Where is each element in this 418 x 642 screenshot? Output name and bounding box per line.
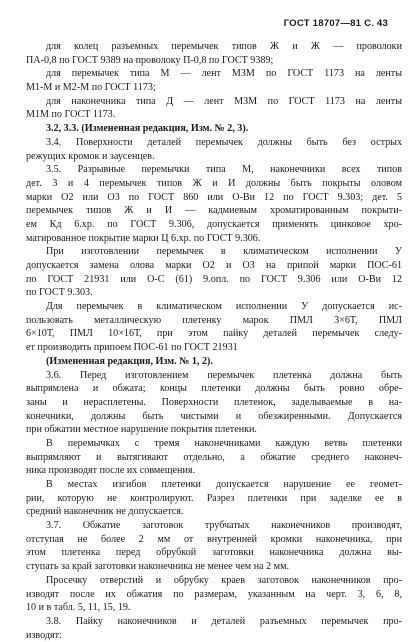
text-line: 6×10Т, ПМЛ 10×16Т, при этом пайку деталей перемычек следу- <box>26 328 402 340</box>
text-line: ем Кд 6.хр. по ГОСТ 9.306, допускается применять цинковое хро- <box>26 218 402 230</box>
text-line: 3.2, 3.3. (Измененная редакция, Изм. № 2, 3). <box>46 123 249 135</box>
text-line: выпрямляют и вытягивают отдельно, а обжатие среднего наконеч- <box>26 451 402 463</box>
text-line: средний наконечник не допускается. <box>26 506 184 518</box>
text-line: пользовать металлическую плетенку марок ПМЛ 3×6Т, ПМЛ <box>26 314 402 326</box>
text-line: матированное покрытие марки Ц 6.хр. по ГОСТ 9.306. <box>26 232 261 244</box>
page-header: ГОСТ 18707—81 С. 43 <box>283 18 388 29</box>
text-line: М1-М и М2-М по ГОСТ 1173; <box>26 82 156 94</box>
text-line: При изготовлении перемычек в климатическом исполнении У <box>46 246 402 258</box>
text-line: для перемычек типа М — лент МЗМ по ГОСТ 1173 на ленты <box>46 68 402 80</box>
text-line: изводят: <box>26 629 62 641</box>
text-line: В перемычках с тремя наконечниками каждую ветвь плетенки <box>46 437 402 449</box>
text-line: В местах изгибов плетенки допускается нарушение ее геомет- <box>46 479 402 490</box>
text-line: Просечку отверстий и обрубку краев заготовок наконечников про- <box>46 574 402 586</box>
text-line: при обжатии местное нарушение покрытия плетенки. <box>26 424 257 436</box>
text-line: изводят после их обжатия по размерам, указанным на черт. 3, 6, 8, <box>26 588 402 600</box>
text-line: ет производить припоем ПОС-61 по ГОСТ 21931 <box>26 342 238 354</box>
text-line: для наконечника типа Д — лент МЗМ по ГОСТ 1173 на ленты <box>46 95 402 107</box>
text-line: отступая не более 2 мм от внутренней кромки наконечника, при <box>26 533 402 545</box>
text-line: М1М по ГОСТ 1173. <box>26 109 116 121</box>
text-line: этом плетенка перед обрубкой заготовки наконечника должна вы- <box>26 547 402 559</box>
document-body <box>26 40 402 642</box>
text-line: (Измененная редакция, Изм. № 1, 2). <box>46 355 213 367</box>
text-line: перемычек типов Ж и И — кадмиевым хроматированным покрыти- <box>26 205 402 217</box>
text-line: выпрямлена и обжата; концы плетенки должны быть ровно обре- <box>26 383 402 395</box>
text-line: ПА-0,8 по ГОСТ 9389 на проволоку П-0,8 по ГОСТ 9389; <box>26 54 274 66</box>
text-line: 3.8. Пайку наконечников и деталей разъемных перемычек про- <box>46 615 402 627</box>
text-line: по ГОСТ 9.303. <box>26 287 93 299</box>
text-line: конечники, должны быть чистыми и обезжиренными. Допускается <box>26 410 402 422</box>
text-line: 3.6. Перед изготовлением перемычек плетенка должна быть <box>46 369 402 381</box>
text-line: дет. 3 и 4 перемычек типов Ж и И должны быть покрыты оловом <box>26 177 402 189</box>
text-line: ступать за край заготовки наконечника не менее чем на 2 мм. <box>26 561 289 573</box>
text-line: 3.7. Обжатие заготовок трубчатых наконечников производят, <box>46 520 402 532</box>
text-line: по ГОСТ 21931 или О-С (61) 9.опл. по ГОСТ 9.306 или О-Ви 12 <box>26 273 402 285</box>
text-line: режущих кромок и заусенцев. <box>26 150 155 162</box>
text-line: 3.5. Разрывные перемычки типа М, наконечники всех типов <box>46 164 402 176</box>
text-line: 3.4. Поверхности деталей перемычек должны быть без острых <box>46 136 402 148</box>
text-line: Для перемычек в климатическом исполнении У допускается ис- <box>46 301 402 313</box>
text-line: марки О2 или О3 по ГОСТ 860 или О-Ви 12 по ГОСТ 9.303; дет. 5 <box>26 191 402 203</box>
text-line: ника производят после их совмещения. <box>26 465 196 477</box>
text-line: допускается замена олова марки О2 и О3 на припой марки ПОС-61 <box>26 260 402 271</box>
text-line: для колец разъемных перемычек типов Ж и Ж — проволоки <box>46 41 402 52</box>
text-line: заны и нерасплетены. Поверхности плетенок, заделываемые в на- <box>26 396 402 408</box>
text-line: 10 и в табл. 5, 11, 15, 19. <box>26 602 131 614</box>
text-line: рии, которую не контролируют. Разрез плетенки при заделке ее в <box>26 492 402 504</box>
